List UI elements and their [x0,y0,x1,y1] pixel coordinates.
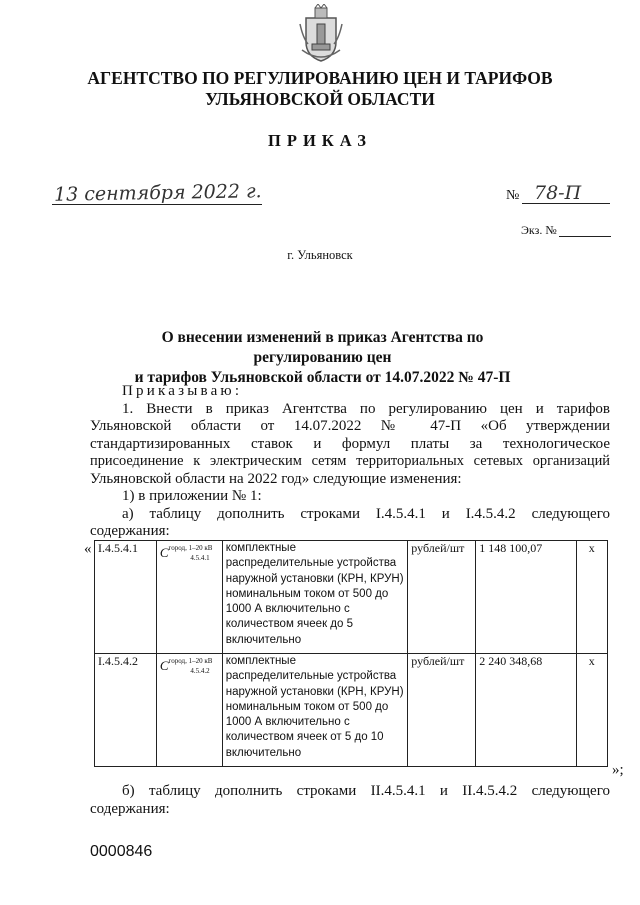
handwritten-number: 78-П [534,182,582,204]
order-subject [120,328,525,388]
row-description: комплектные распределительные устройства наружной установки (КРН, КРУН) номинальным током от 500 до 1000 А включительно с количеством ячеек до 5 включительно [222,541,408,654]
decree-block [90,383,610,541]
handwritten-date: 13 сентября 2022 г. [53,180,262,206]
paragraph-1-line-1: 1. Внести в приказ Агентства по регулированию цен и тарифов [122,400,610,417]
table-row [95,654,608,767]
subitem-a-line-1: а) таблицу дополнить строками I.4.5.4.1 и I.4.5.4.2 следующего [122,505,610,522]
number-underline [522,203,610,204]
agency-line-2: УЛЬЯНОВСКОЙ ОБЛАСТИ [205,89,435,109]
row-mark: x [576,654,607,767]
order-title: ПРИКАЗ [268,131,372,150]
paragraph-1-line-3: стандартизированных ставок и формул платы за технологическое [90,435,610,452]
copy-label: Экз. № [521,223,557,237]
subitem-a-line-2: содержания: [90,523,170,539]
paragraph-1-line-5: Ульяновской области на 2022 год» следующие изменения: [90,470,462,487]
document-serial-number: 0000846 [90,843,153,860]
subject-line-2: и тарифов Ульяновской области от 14.07.2022 № 47-П [134,369,511,386]
row-value: 2 240 348,68 [476,654,576,767]
number-sign: № [506,188,520,203]
opening-quote: « [84,541,92,557]
rate-symbol: $C^{город, 1-20 кВ}_{4.5.4.1}$ [156,541,222,654]
paragraph-1-line-4: присоединение к электрическим сетям территориальных сетевых организаций [90,453,610,469]
subitem-1: 1) в приложении № 1: [122,488,262,504]
row-unit: рублей/шт [408,654,476,767]
subject-line-1: О внесении изменений в приказ Агентства по регулированию цен [161,329,484,366]
paragraph-1-line-2: Ульяновской области от 14.07.2022 № 47-П «Об утверждении [90,418,610,434]
decree-word: Приказываю: [122,383,243,399]
row-code: I.4.5.4.2 [95,654,157,767]
coat-of-arms-icon [298,4,344,64]
row-description: комплектные распределительные устройства наружной установки (КРН, КРУН) номинальным током от 500 до 1000 А включительно с количеством ячеек от 5 до 10 включительно [222,654,408,767]
row-unit: рублей/шт [408,541,476,654]
city: г. Ульяновск [287,248,353,262]
subitem-b-line-1: б) таблицу дополнить строками II.4.5.4.1 и II.4.5.4.2 следующего [122,783,610,799]
closing-quote: »; [612,762,624,778]
subitem-b-line-2: содержания: [90,800,170,817]
subitem-b-block [90,783,610,818]
agency-name [60,68,580,110]
table-row [95,541,608,654]
agency-line-1: АГЕНТСТВО ПО РЕГУЛИРОВАНИЮ ЦЕН И ТАРИФОВ [87,68,553,88]
row-value: 1 148 100,07 [476,541,576,654]
rate-symbol: $C^{город, 1-20 кВ}_{4.5.4.2}$ [156,654,222,767]
row-mark: x [576,541,607,654]
date-underline [52,204,262,205]
row-code: I.4.5.4.1 [95,541,157,654]
copy-underline [559,236,611,237]
tariff-rows-table [94,540,608,767]
